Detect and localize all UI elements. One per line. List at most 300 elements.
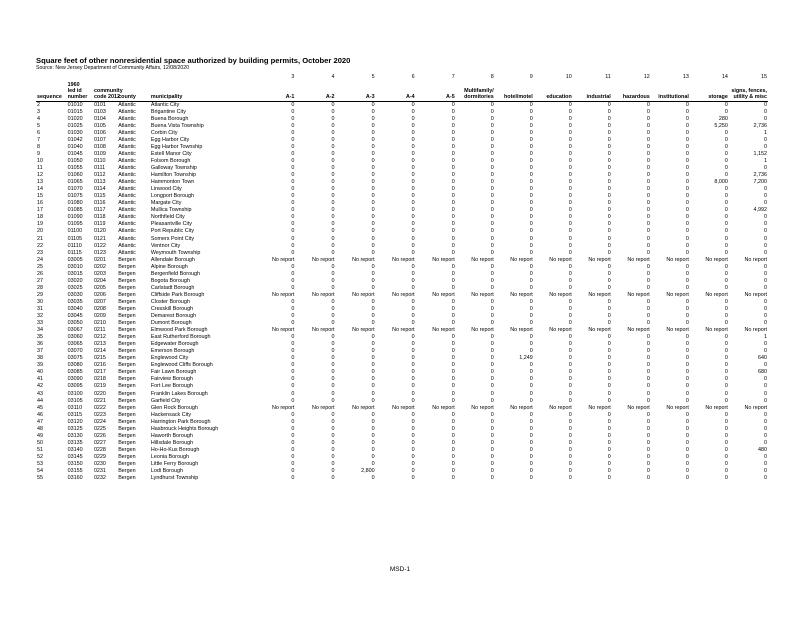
table-row xyxy=(36,376,768,383)
table-cell: 0117 xyxy=(93,207,106,214)
column-number-8: 6 xyxy=(411,74,415,80)
table-cell: 0 xyxy=(529,179,533,186)
table-cell: 0 xyxy=(490,263,494,270)
table-cell: 0 xyxy=(451,101,455,108)
table-cell: 01075 xyxy=(67,193,83,200)
table-cell: 0 xyxy=(607,453,611,460)
table-cell: 29 xyxy=(37,291,43,298)
table-cell: No report xyxy=(705,256,728,263)
table-cell: 0 xyxy=(371,432,375,439)
table-cell: 0 xyxy=(764,390,767,397)
table-cell: 0 xyxy=(291,355,295,362)
table-cell: 0 xyxy=(724,136,728,143)
table-cell: 0 xyxy=(371,221,375,228)
table-cell: 0 xyxy=(371,172,375,179)
table-cell: 51 xyxy=(37,446,43,453)
table-cell: Atlantic xyxy=(118,115,136,122)
table-cell: 0 xyxy=(490,355,494,362)
table-cell: 0 xyxy=(724,362,728,369)
table-cell: 0 xyxy=(331,200,335,207)
column-header-12: education xyxy=(534,94,573,101)
table-cell: 26 xyxy=(37,270,43,277)
table-cell: 0 xyxy=(411,186,415,193)
table-cell: 0 xyxy=(724,461,728,467)
table-cell: 0 xyxy=(451,439,455,446)
table-cell: 0 xyxy=(764,101,767,108)
table-cell: 0120 xyxy=(93,228,106,235)
table-cell: Atlantic xyxy=(118,186,136,193)
table-row xyxy=(36,398,768,405)
table-cell: 0 xyxy=(291,165,295,172)
table-cell: 0228 xyxy=(93,446,106,453)
table-cell: 0 xyxy=(568,439,572,446)
table-cell: 0 xyxy=(764,249,767,256)
table-cell: 0 xyxy=(331,334,335,341)
table-cell: 0 xyxy=(291,221,295,228)
table-cell: 24 xyxy=(37,256,43,263)
table-cell: 0 xyxy=(529,475,533,482)
table-row xyxy=(36,285,768,292)
table-cell: 0 xyxy=(411,143,415,150)
table-cell: 0 xyxy=(291,122,295,129)
table-cell: 0 xyxy=(371,425,375,432)
table-cell: 0 xyxy=(291,432,295,439)
table-cell: 0 xyxy=(764,475,767,482)
table-cell: 2 xyxy=(37,101,40,108)
table-cell: 0 xyxy=(685,305,689,312)
table-cell: 0 xyxy=(646,221,650,228)
column-number-9: 7 xyxy=(451,74,455,80)
table-cell: Dumont Borough xyxy=(150,320,192,327)
table-cell: 0 xyxy=(529,129,533,136)
table-cell: 0 xyxy=(331,101,335,108)
table-cell: 0 xyxy=(490,362,494,369)
table-cell: 0 xyxy=(331,369,335,376)
table-cell: 0 xyxy=(685,461,689,467)
table-cell: 0 xyxy=(685,101,689,108)
table-cell: 44 xyxy=(37,397,43,404)
table-cell: 0101 xyxy=(93,101,106,108)
column-number-10: 8 xyxy=(490,74,494,80)
table-cell: 0 xyxy=(724,200,728,207)
table-cell: 0 xyxy=(371,348,375,355)
table-cell: 0 xyxy=(724,453,728,460)
table-cell: 0 xyxy=(331,355,335,362)
table-cell: 0 xyxy=(490,277,494,284)
table-row xyxy=(36,391,768,398)
table-cell: 0 xyxy=(371,122,375,129)
table-cell: 0110 xyxy=(93,157,106,164)
table-cell: 0 xyxy=(331,270,335,277)
table-cell: 0 xyxy=(724,157,728,164)
table-cell: 0 xyxy=(411,172,415,179)
table-cell: 0 xyxy=(646,439,650,446)
table-cell: Egg Harbor Township xyxy=(150,143,203,150)
table-cell: 0 xyxy=(371,165,375,172)
column-header-10: dormitories xyxy=(456,94,495,101)
table-cell: 03040 xyxy=(67,305,83,312)
table-cell: 0 xyxy=(607,228,611,235)
table-cell: 0 xyxy=(371,263,375,270)
table-cell: 0 xyxy=(490,129,494,136)
table-cell: 0 xyxy=(371,411,375,418)
table-cell: 0 xyxy=(568,313,572,320)
table-cell: Fairview Borough xyxy=(150,376,193,383)
table-row xyxy=(36,405,768,412)
table-cell: Atlantic xyxy=(118,221,136,228)
table-cell: 0 xyxy=(646,186,650,193)
table-cell: 03045 xyxy=(67,313,83,320)
table-cell: 0218 xyxy=(93,376,106,383)
table-row xyxy=(36,221,768,228)
table-cell: 0 xyxy=(685,115,689,122)
table-cell: 46 xyxy=(37,411,43,418)
table-cell: 0 xyxy=(529,108,533,115)
table-cell: 0 xyxy=(331,129,335,136)
table-cell: 0 xyxy=(291,129,295,136)
table-cell: 0 xyxy=(764,468,767,475)
table-cell: 0 xyxy=(331,461,335,467)
table-cell: 0 xyxy=(331,207,335,214)
table-cell: 0 xyxy=(568,221,572,228)
table-cell: 0 xyxy=(764,341,767,348)
table-cell: 0 xyxy=(646,207,650,214)
table-cell: 0 xyxy=(607,461,611,467)
table-cell: 0 xyxy=(331,186,335,193)
table-cell: Galloway Township xyxy=(150,165,197,172)
table-cell: 0 xyxy=(568,432,572,439)
table-cell: 0 xyxy=(451,200,455,207)
table-cell: 0 xyxy=(331,341,335,348)
table-row xyxy=(36,348,768,355)
column-header-14: hazardous xyxy=(612,94,651,101)
table-cell: 0222 xyxy=(93,404,106,411)
table-cell: 0 xyxy=(568,468,572,475)
table-cell: 0 xyxy=(764,376,767,383)
table-cell: 0 xyxy=(529,418,533,425)
table-cell: 0 xyxy=(646,277,650,284)
table-cell: Bergen xyxy=(118,305,136,312)
table-cell: Atlantic xyxy=(118,101,136,108)
table-cell: 03160 xyxy=(67,475,83,482)
table-cell: 0 xyxy=(331,362,335,369)
table-cell: 0 xyxy=(764,362,767,369)
table-row xyxy=(36,292,768,299)
table-cell: 0 xyxy=(291,193,295,200)
table-cell: 0 xyxy=(764,453,767,460)
table-row xyxy=(36,158,768,165)
table-cell: 0 xyxy=(451,284,455,291)
table-cell: 0 xyxy=(685,475,689,482)
column-header-8: A-4 xyxy=(376,94,416,101)
table-cell: 0 xyxy=(411,369,415,376)
table-cell: 0203 xyxy=(93,270,106,277)
table-cell: 0 xyxy=(451,348,455,355)
table-cell: 0 xyxy=(529,157,533,164)
table-cell: 0 xyxy=(371,362,375,369)
table-cell: 1,249 xyxy=(519,355,533,362)
table-cell: 01040 xyxy=(67,143,83,150)
table-cell: 0 xyxy=(331,439,335,446)
table-cell: 0 xyxy=(764,348,767,355)
table-cell: Atlantic xyxy=(118,129,136,136)
table-cell: 0 xyxy=(331,411,335,418)
table-cell: 0 xyxy=(646,475,650,482)
table-cell: 0 xyxy=(371,397,375,404)
table-cell: 4 xyxy=(37,115,40,122)
table-cell: 01110 xyxy=(67,242,82,249)
table-cell: 0 xyxy=(646,397,650,404)
table-cell: 37 xyxy=(37,348,43,355)
table-cell: 0 xyxy=(646,165,650,172)
table-cell: 0 xyxy=(490,439,494,446)
table-cell: 0 xyxy=(764,263,767,270)
table-cell: Bergen xyxy=(118,263,136,270)
table-cell: 0 xyxy=(490,122,494,129)
table-cell: Bergen xyxy=(118,334,136,341)
table-cell: 0 xyxy=(331,453,335,460)
table-cell: 0 xyxy=(646,369,650,376)
table-cell: No report xyxy=(312,256,335,263)
table-cell: 0 xyxy=(291,235,295,242)
table-cell: 0 xyxy=(331,305,335,312)
table-cell: 0 xyxy=(568,242,572,249)
table-cell: 39 xyxy=(37,362,43,369)
table-cell: 0 xyxy=(371,249,375,256)
table-cell: 0 xyxy=(529,122,533,129)
table-cell: 0 xyxy=(490,193,494,200)
table-cell: 0221 xyxy=(93,397,106,404)
table-cell: 0 xyxy=(451,270,455,277)
table-cell: 0 xyxy=(764,108,767,115)
table-cell: 0 xyxy=(411,136,415,143)
table-cell: 0 xyxy=(646,348,650,355)
table-cell: 0229 xyxy=(93,453,106,460)
table-cell: 0 xyxy=(685,397,689,404)
table-cell: Buena Borough xyxy=(150,115,189,122)
table-cell: 11 xyxy=(37,165,43,172)
table-cell: 0 xyxy=(764,200,767,207)
table-row xyxy=(36,250,768,257)
table-cell: Bergen xyxy=(118,298,136,305)
table-cell: 14 xyxy=(37,186,43,193)
table-cell: 30 xyxy=(37,298,43,305)
header-line2-10: Multifamily/ xyxy=(464,88,494,95)
table-cell: 0 xyxy=(646,143,650,150)
table-cell: 03025 xyxy=(67,284,83,291)
table-cell: 01105 xyxy=(67,235,83,242)
table-cell: 0 xyxy=(685,383,689,390)
table-cell: No report xyxy=(432,327,455,334)
table-cell: 0 xyxy=(646,376,650,383)
table-cell: 42 xyxy=(37,383,43,390)
page-footer: MSD-1 xyxy=(389,566,411,573)
table-cell: 0 xyxy=(331,136,335,143)
table-cell: 0 xyxy=(646,172,650,179)
table-cell: 0 xyxy=(291,461,295,467)
table-cell: 0 xyxy=(451,179,455,186)
table-cell: 0 xyxy=(607,249,611,256)
table-cell: 0 xyxy=(331,242,335,249)
table-cell: No report xyxy=(471,256,494,263)
table-cell: 0 xyxy=(724,186,728,193)
table-cell: 0 xyxy=(607,172,611,179)
table-cell: 0 xyxy=(607,150,611,157)
table-cell: 0 xyxy=(568,390,572,397)
table-cell: 0205 xyxy=(93,284,106,291)
table-cell: 0 xyxy=(685,453,689,460)
table-cell: 0 xyxy=(607,263,611,270)
table-cell: 0 xyxy=(411,313,415,320)
table-cell: 0 xyxy=(451,277,455,284)
table-cell: Hackensack City xyxy=(150,411,192,418)
table-cell: 0 xyxy=(764,228,767,235)
table-cell: 0 xyxy=(568,228,572,235)
table-cell: 0 xyxy=(724,277,728,284)
table-cell: 0 xyxy=(451,129,455,136)
table-cell: 0 xyxy=(724,263,728,270)
table-cell: 0 xyxy=(331,150,335,157)
table-cell: No report xyxy=(627,404,650,411)
table-cell: 01055 xyxy=(67,165,83,172)
table-cell: 0 xyxy=(568,341,572,348)
table-cell: 0 xyxy=(724,418,728,425)
table-cell: 0 xyxy=(724,207,728,214)
table-cell: 0 xyxy=(291,334,295,341)
table-cell: 0 xyxy=(646,115,650,122)
table-cell: 0 xyxy=(411,235,415,242)
column-number-row xyxy=(36,72,768,82)
table-cell: No report xyxy=(744,327,767,334)
table-cell: 0230 xyxy=(93,461,106,467)
table-cell: 0 xyxy=(451,305,455,312)
table-cell: 0 xyxy=(764,439,767,446)
table-cell: 0 xyxy=(331,284,335,291)
table-cell: No report xyxy=(666,256,689,263)
table-cell: Margate City xyxy=(150,200,182,207)
table-cell: 0 xyxy=(331,418,335,425)
table-row xyxy=(36,123,768,130)
table-cell: 0 xyxy=(646,101,650,108)
table-cell: No report xyxy=(705,327,728,334)
table-cell: Atlantic xyxy=(118,228,136,235)
table-cell: Bergen xyxy=(118,270,136,277)
column-header-2: code 2012 xyxy=(93,94,121,101)
table-cell: 0 xyxy=(568,115,572,122)
table-cell: No report xyxy=(471,327,494,334)
table-cell: 0 xyxy=(607,334,611,341)
column-header-4: municipality xyxy=(150,94,255,101)
table-row xyxy=(36,355,768,362)
table-cell: 0 xyxy=(724,270,728,277)
table-cell: Bergen xyxy=(118,461,136,467)
table-cell: 0 xyxy=(490,136,494,143)
table-cell: 0 xyxy=(646,432,650,439)
table-cell: 0 xyxy=(331,468,335,475)
table-cell: 38 xyxy=(37,355,43,362)
table-cell: 0 xyxy=(529,334,533,341)
table-cell: Bergen xyxy=(118,313,136,320)
table-cell: 0 xyxy=(529,397,533,404)
table-cell: 0 xyxy=(291,348,295,355)
table-cell: 0 xyxy=(685,468,689,475)
table-cell: 0 xyxy=(331,397,335,404)
table-cell: 0 xyxy=(724,369,728,376)
header-line2-2: community xyxy=(93,88,123,95)
table-cell: 01115 xyxy=(67,249,82,256)
table-cell: 0 xyxy=(568,186,572,193)
table-cell: 480 xyxy=(758,446,767,453)
column-number-1 xyxy=(67,72,93,82)
table-cell: 0 xyxy=(411,397,415,404)
table-cell: 0 xyxy=(607,425,611,432)
column-header-5: A-1 xyxy=(255,94,295,101)
table-cell: 0 xyxy=(529,313,533,320)
table-cell: No report xyxy=(627,291,650,298)
table-cell: 0 xyxy=(371,108,375,115)
table-cell: 0109 xyxy=(93,150,106,157)
table-cell: Bergen xyxy=(118,432,136,439)
table-cell: 0 xyxy=(568,305,572,312)
table-cell: 0 xyxy=(529,453,533,460)
table-cell: 0 xyxy=(685,298,689,305)
column-number-5: 3 xyxy=(291,74,295,80)
table-cell: 03135 xyxy=(67,439,83,446)
table-cell: 03075 xyxy=(67,355,83,362)
table-cell: 0 xyxy=(764,242,767,249)
table-cell: 0 xyxy=(646,214,650,221)
table-cell: 0 xyxy=(331,165,335,172)
table-cell: 7,200 xyxy=(753,179,767,186)
table-cell: 0 xyxy=(685,446,689,453)
table-cell: 0 xyxy=(568,355,572,362)
table-cell: Harrington Park Borough xyxy=(150,418,211,425)
table-cell: 0 xyxy=(291,186,295,193)
table-cell: No report xyxy=(744,404,767,411)
table-cell: 4,992 xyxy=(753,207,767,214)
table-cell: Atlantic xyxy=(118,136,136,143)
table-cell: Bergen xyxy=(118,411,136,418)
table-cell: 0 xyxy=(490,242,494,249)
table-cell: Bergen xyxy=(118,369,136,376)
table-cell: 0 xyxy=(607,341,611,348)
table-cell: 0 xyxy=(764,425,767,432)
table-row xyxy=(36,320,768,327)
table-cell: 0 xyxy=(411,221,415,228)
table-cell: 0113 xyxy=(93,179,106,186)
table-cell: 0 xyxy=(371,235,375,242)
table-cell: 0 xyxy=(646,313,650,320)
table-cell: Bergen xyxy=(118,383,136,390)
table-cell: 0 xyxy=(685,249,689,256)
table-cell: 0 xyxy=(646,157,650,164)
table-cell: 0 xyxy=(451,376,455,383)
table-cell: 0 xyxy=(490,221,494,228)
table-cell: 03150 xyxy=(67,461,83,467)
table-cell: 01015 xyxy=(67,108,83,115)
table-cell: 0 xyxy=(331,193,335,200)
table-cell: 0 xyxy=(724,214,728,221)
table-cell: 0 xyxy=(685,418,689,425)
table-cell: 0 xyxy=(371,277,375,284)
table-cell: No report xyxy=(432,404,455,411)
table-cell: 0 xyxy=(646,150,650,157)
table-cell: 43 xyxy=(37,390,43,397)
table-cell: 0 xyxy=(685,355,689,362)
table-cell: 0 xyxy=(607,313,611,320)
table-cell: 0 xyxy=(724,425,728,432)
table-cell: 0 xyxy=(764,235,767,242)
